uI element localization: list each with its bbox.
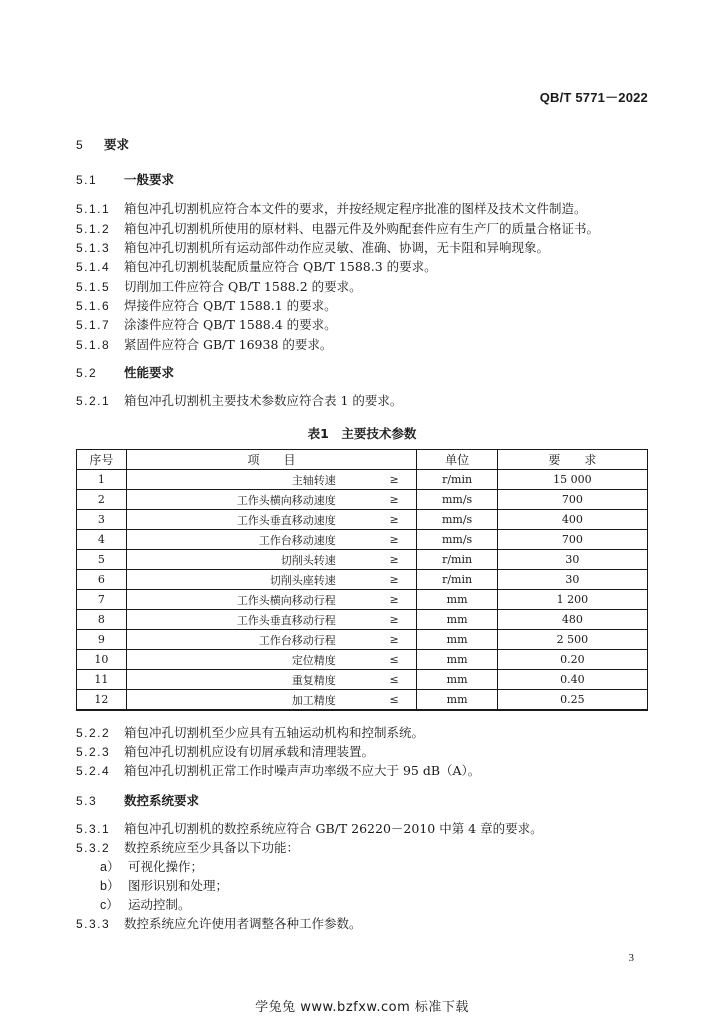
header-unit: 单位 xyxy=(417,450,497,470)
cell-no: 11 xyxy=(77,670,127,690)
cell-requirement: 0.40 xyxy=(497,670,647,690)
cell-item: 工作头垂直移动行程 xyxy=(126,610,372,630)
clause-5-1-3 xyxy=(76,240,549,256)
clause-text: 切削加工件应符合 QB/T 1588.2 的要求。 xyxy=(123,279,362,294)
cell-unit: mm xyxy=(417,650,497,670)
clause-number: 5.1.8 xyxy=(76,338,111,352)
cell-unit: r/min xyxy=(417,550,497,570)
clause-text: 箱包冲孔切割机所使用的原材料、电器元件及外购配套件应有生产厂的质量合格证书。 xyxy=(123,221,599,236)
table-row xyxy=(77,670,648,690)
clause-5-1-2 xyxy=(76,221,599,237)
clause-5-1-1 xyxy=(76,201,587,217)
cell-item: 切削头转速 xyxy=(126,550,372,570)
clause-text: 焊接件应符合 QB/T 1588.1 的要求。 xyxy=(123,298,337,313)
table-row xyxy=(77,550,648,570)
section-title: 性能要求 xyxy=(123,365,174,380)
cell-item: 切削头座转速 xyxy=(126,570,372,590)
cell-relation: ≥ xyxy=(372,550,417,570)
section-5-heading xyxy=(76,137,129,153)
cell-no: 5 xyxy=(77,550,127,570)
cell-unit: mm xyxy=(417,690,497,710)
cell-unit: mm xyxy=(417,590,497,610)
table-row xyxy=(77,530,648,550)
table-row xyxy=(77,570,648,590)
cell-no: 9 xyxy=(77,630,127,650)
clause-text: 箱包冲孔切割机应设有切屑承载和清理装置。 xyxy=(123,744,374,759)
cell-requirement: 0.25 xyxy=(497,690,647,710)
clause-5-2-2 xyxy=(76,725,424,741)
clause-text: 涂漆件应符合 QB/T 1588.4 的要求。 xyxy=(123,317,337,332)
cell-requirement: 30 xyxy=(497,570,647,590)
cell-requirement: 480 xyxy=(497,610,647,630)
clause-text: 紧固件应符合 GB/T 16938 的要求。 xyxy=(123,337,333,352)
cell-unit: mm/s xyxy=(417,530,497,550)
clause-number: 5.1.2 xyxy=(76,222,111,236)
cell-relation: ≥ xyxy=(372,530,417,550)
clause-text: 箱包冲孔切割机的数控系统应符合 GB/T 26220－2010 中第 4 章的要求。 xyxy=(123,821,543,836)
section-5-3-heading xyxy=(76,793,199,809)
clause-number: 5.1.6 xyxy=(76,299,111,313)
cell-no: 10 xyxy=(77,650,127,670)
cell-relation: ≤ xyxy=(372,670,417,690)
section-title: 数控系统要求 xyxy=(123,793,199,808)
cell-unit: r/min xyxy=(417,570,497,590)
cell-relation: ≤ xyxy=(372,650,417,670)
clause-number: 5.2.2 xyxy=(76,726,111,740)
cell-item: 加工精度 xyxy=(126,690,372,710)
cell-requirement: 700 xyxy=(497,530,647,550)
cell-no: 6 xyxy=(77,570,127,590)
list-marker: a） xyxy=(100,860,120,874)
clause-text: 箱包冲孔切割机装配质量应符合 QB/T 1588.3 的要求。 xyxy=(123,259,437,274)
section-title: 要求 xyxy=(103,137,129,152)
cell-item: 主轴转速 xyxy=(126,470,372,490)
section-number: 5.3 xyxy=(76,794,98,808)
cell-no: 7 xyxy=(77,590,127,610)
clause-5-1-5 xyxy=(76,279,362,295)
list-item xyxy=(100,897,191,913)
clause-text: 箱包冲孔切割机至少应具有五轴运动机构和控制系统。 xyxy=(123,725,424,740)
header-no: 序号 xyxy=(77,450,127,470)
table-row xyxy=(77,590,648,610)
clause-text: 箱包冲孔切割机应符合本文件的要求，并按经规定程序批准的图样及技术文件制造。 xyxy=(123,201,587,216)
cell-no: 4 xyxy=(77,530,127,550)
cell-requirement: 15 000 xyxy=(497,470,647,490)
cell-unit: mm/s xyxy=(417,510,497,530)
list-item-text: 运动控制。 xyxy=(127,897,191,912)
cell-unit: mm xyxy=(417,610,497,630)
clause-number: 5.2.1 xyxy=(76,394,111,408)
clause-number: 5.3.3 xyxy=(76,917,111,931)
clause-5-1-7 xyxy=(76,317,337,333)
section-number: 5.2 xyxy=(76,366,98,380)
section-number: 5.1 xyxy=(76,173,98,187)
cell-relation: ≥ xyxy=(372,510,417,530)
clause-5-1-8 xyxy=(76,337,332,353)
table-title: 表1 主要技术参数 xyxy=(307,426,417,441)
clause-number: 5.3.1 xyxy=(76,822,111,836)
table-header-row xyxy=(77,450,648,470)
clause-number: 5.1.5 xyxy=(76,280,111,294)
cell-relation: ≤ xyxy=(372,690,417,710)
clause-text: 箱包冲孔切割机正常工作时噪声声功率级不应大于 95 dB（A）。 xyxy=(123,763,481,778)
clause-text: 箱包冲孔切割机主要技术参数应符合表 1 的要求。 xyxy=(123,393,403,408)
table-row xyxy=(77,690,648,710)
header-requirement: 要 求 xyxy=(497,450,647,470)
clause-text: 数控系统应至少具备以下功能： xyxy=(123,840,299,855)
table-row xyxy=(77,650,648,670)
technical-parameters-table xyxy=(76,449,648,710)
clause-number: 5.2.4 xyxy=(76,764,111,778)
table-row xyxy=(77,610,648,630)
cell-unit: mm/s xyxy=(417,490,497,510)
cell-no: 8 xyxy=(77,610,127,630)
section-title: 一般要求 xyxy=(123,172,174,187)
cell-no: 3 xyxy=(77,510,127,530)
list-marker: c） xyxy=(100,898,119,912)
clause-5-2-1 xyxy=(76,393,402,409)
cell-item: 重复精度 xyxy=(126,670,372,690)
table-row xyxy=(77,490,648,510)
cell-requirement: 1 200 xyxy=(497,590,647,610)
clause-5-3-2 xyxy=(76,840,299,856)
clause-5-1-6 xyxy=(76,298,337,314)
list-item xyxy=(100,859,203,875)
cell-relation: ≥ xyxy=(372,630,417,650)
standard-code: QB/T 5771－2022 xyxy=(539,90,648,105)
watermark-footer: 学兔兔 www.bzfxw.com 标准下载 xyxy=(255,1000,469,1015)
cell-no: 2 xyxy=(77,490,127,510)
table-row xyxy=(77,630,648,650)
header-item: 项 目 xyxy=(126,450,417,470)
table-row xyxy=(77,510,648,530)
cell-item: 工作台移动行程 xyxy=(126,630,372,650)
list-item-text: 图形识别和处理； xyxy=(127,878,228,893)
cell-relation: ≥ xyxy=(372,490,417,510)
cell-item: 定位精度 xyxy=(126,650,372,670)
clause-text: 箱包冲孔切割机所有运动部件动作应灵敏、准确、协调，无卡阻和异响现象。 xyxy=(123,240,549,255)
clause-number: 5.3.2 xyxy=(76,841,111,855)
cell-item: 工作头横向移动行程 xyxy=(126,590,372,610)
cell-requirement: 0.20 xyxy=(497,650,647,670)
cell-no: 12 xyxy=(77,690,127,710)
clause-5-3-3 xyxy=(76,916,362,932)
cell-unit: mm xyxy=(417,670,497,690)
clause-number: 5.1.3 xyxy=(76,241,111,255)
clause-number: 5.2.3 xyxy=(76,745,111,759)
section-5-2-heading xyxy=(76,365,174,381)
cell-item: 工作台移动速度 xyxy=(126,530,372,550)
cell-relation: ≥ xyxy=(372,470,417,490)
list-marker: b） xyxy=(100,879,120,893)
table-row xyxy=(77,470,648,490)
cell-requirement: 400 xyxy=(497,510,647,530)
section-5-1-heading xyxy=(76,172,174,188)
clause-5-2-3 xyxy=(76,744,374,760)
cell-requirement: 2 500 xyxy=(497,630,647,650)
clause-number: 5.1.1 xyxy=(76,202,111,216)
cell-unit: mm xyxy=(417,630,497,650)
clause-5-1-4 xyxy=(76,259,437,275)
section-number: 5 xyxy=(76,138,85,152)
clause-number: 5.1.7 xyxy=(76,318,111,332)
cell-no: 1 xyxy=(77,470,127,490)
cell-item: 工作头垂直移动速度 xyxy=(126,510,372,530)
cell-unit: r/min xyxy=(417,470,497,490)
list-item xyxy=(100,878,228,894)
cell-relation: ≥ xyxy=(372,570,417,590)
cell-requirement: 30 xyxy=(497,550,647,570)
clause-5-2-4 xyxy=(76,763,480,779)
cell-item: 工作头横向移动速度 xyxy=(126,490,372,510)
clause-text: 数控系统应允许使用者调整各种工作参数。 xyxy=(123,916,362,931)
clause-5-3-1 xyxy=(76,821,543,837)
clause-number: 5.1.4 xyxy=(76,260,111,274)
cell-relation: ≥ xyxy=(372,590,417,610)
cell-requirement: 700 xyxy=(497,490,647,510)
list-item-text: 可视化操作； xyxy=(127,859,203,874)
page-number: 3 xyxy=(628,952,634,964)
cell-relation: ≥ xyxy=(372,610,417,630)
